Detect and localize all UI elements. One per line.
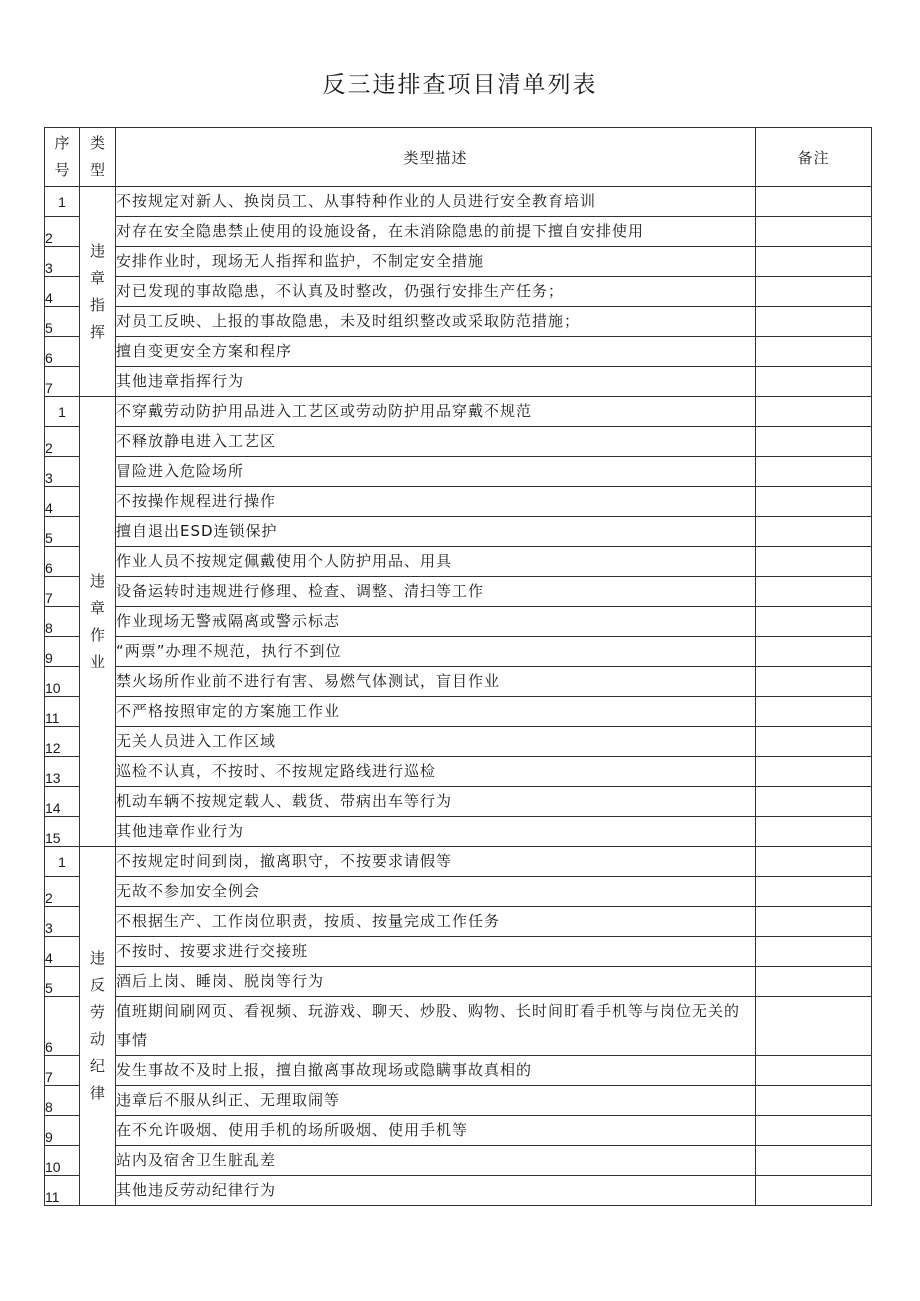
row-seq: 3 xyxy=(45,457,80,487)
row-description: 作业人员不按规定佩戴使用个人防护用品、用具 xyxy=(116,547,756,577)
category-char: 动 xyxy=(89,1030,105,1048)
table-row xyxy=(45,217,872,247)
row-description: 擅自变更安全方案和程序 xyxy=(116,337,756,367)
row-description: 不按时、按要求进行交接班 xyxy=(116,937,756,967)
row-seq: 4 xyxy=(45,277,80,307)
table-header-row xyxy=(45,128,872,187)
row-description: 其他违反劳动纪律行为 xyxy=(116,1176,756,1206)
table-row xyxy=(45,907,872,937)
row-note[interactable] xyxy=(756,397,872,427)
row-description: “两票”办理不规范，执行不到位 xyxy=(116,637,756,667)
row-seq: 10 xyxy=(45,667,80,697)
table-row xyxy=(45,757,872,787)
category-char: 劳 xyxy=(89,1003,105,1021)
header-type-line: 类 xyxy=(89,134,105,152)
row-seq: 13 xyxy=(45,757,80,787)
row-note[interactable] xyxy=(756,487,872,517)
table-row xyxy=(45,997,872,1056)
row-note[interactable] xyxy=(756,787,872,817)
row-note[interactable] xyxy=(756,367,872,397)
header-seq xyxy=(45,128,80,187)
category-char: 章 xyxy=(89,598,105,617)
row-note[interactable] xyxy=(756,697,872,727)
row-seq: 7 xyxy=(45,1056,80,1086)
table-row xyxy=(45,727,872,757)
row-note[interactable] xyxy=(756,757,872,787)
row-note[interactable] xyxy=(756,1146,872,1176)
row-description: 对存在安全隐患禁止使用的设施设备，在未消除隐患的前提下擅自安排使用 xyxy=(116,217,756,247)
row-note[interactable] xyxy=(756,427,872,457)
category-char: 纪 xyxy=(89,1057,105,1075)
row-seq: 14 xyxy=(45,787,80,817)
table-row xyxy=(45,487,872,517)
row-seq: 5 xyxy=(45,517,80,547)
row-seq: 11 xyxy=(45,1176,80,1206)
row-seq: 8 xyxy=(45,1086,80,1116)
row-seq: 9 xyxy=(45,1116,80,1146)
row-description: 违章后不服从纠正、无理取闹等 xyxy=(116,1086,756,1116)
table-row xyxy=(45,937,872,967)
row-seq: 4 xyxy=(45,487,80,517)
header-seq-line: 序 xyxy=(54,134,70,152)
table-row xyxy=(45,1056,872,1086)
row-note[interactable] xyxy=(756,937,872,967)
row-description: 站内及宿舍卫生脏乱差 xyxy=(116,1146,756,1176)
row-note[interactable] xyxy=(756,547,872,577)
row-seq: 6 xyxy=(45,547,80,577)
row-note[interactable] xyxy=(756,457,872,487)
row-note[interactable] xyxy=(756,577,872,607)
row-description: 其他违章指挥行为 xyxy=(116,367,756,397)
header-type-line: 型 xyxy=(89,161,105,179)
row-description: 不严格按照审定的方案施工作业 xyxy=(116,697,756,727)
row-seq: 2 xyxy=(45,877,80,907)
row-description: 对员工反映、上报的事故隐患，未及时组织整改或采取防范措施； xyxy=(116,307,756,337)
row-seq: 2 xyxy=(45,217,80,247)
table-row xyxy=(45,667,872,697)
table-row xyxy=(45,1086,872,1116)
row-description: 不根据生产、工作岗位职责，按质、按量完成工作任务 xyxy=(116,907,756,937)
table-row xyxy=(45,577,872,607)
row-description: 其他违章作业行为 xyxy=(116,817,756,847)
row-description: 不释放静电进入工艺区 xyxy=(116,427,756,457)
table-row xyxy=(45,1176,872,1206)
row-seq: 1 xyxy=(45,397,80,427)
row-description: 发生事故不及时上报，擅自撤离事故现场或隐瞒事故真相的 xyxy=(116,1056,756,1086)
table-row xyxy=(45,427,872,457)
row-seq: 11 xyxy=(45,697,80,727)
category-char: 违 xyxy=(89,241,105,260)
row-note[interactable] xyxy=(756,667,872,697)
row-description: 冒险进入危险场所 xyxy=(116,457,756,487)
row-description: 擅自退出ESD连锁保护 xyxy=(116,517,756,547)
category-char: 律 xyxy=(89,1084,105,1102)
table-row xyxy=(45,307,872,337)
category-char: 业 xyxy=(89,652,105,671)
category-cell xyxy=(80,187,116,397)
table-row xyxy=(45,877,872,907)
row-seq: 9 xyxy=(45,637,80,667)
row-description: 巡检不认真，不按时、不按规定路线进行巡检 xyxy=(116,757,756,787)
row-description: 对已发现的事故隐患，不认真及时整改，仍强行安排生产任务； xyxy=(116,277,756,307)
table-row xyxy=(45,967,872,997)
inspection-table xyxy=(44,127,872,1206)
row-description: 值班期间刷网页、看视频、玩游戏、聊天、炒股、购物、长时间盯看手机等与岗位无关的事情 xyxy=(116,997,756,1056)
table-row xyxy=(45,847,872,877)
page-title: 反三违排查项目清单列表 xyxy=(322,72,598,98)
row-note[interactable] xyxy=(756,1056,872,1086)
row-note[interactable] xyxy=(756,997,872,1056)
row-seq: 10 xyxy=(45,1146,80,1176)
table-row xyxy=(45,247,872,277)
table-row xyxy=(45,1116,872,1146)
row-seq: 8 xyxy=(45,607,80,637)
category-char: 指 xyxy=(89,295,105,314)
row-seq: 6 xyxy=(45,337,80,367)
category-char: 反 xyxy=(89,976,105,994)
table-row xyxy=(45,817,872,847)
row-note[interactable] xyxy=(756,1176,872,1206)
table-row xyxy=(45,607,872,637)
row-note[interactable] xyxy=(756,217,872,247)
row-seq: 7 xyxy=(45,367,80,397)
header-seq-line: 号 xyxy=(54,161,70,179)
row-note[interactable] xyxy=(756,187,872,217)
table-row xyxy=(45,337,872,367)
row-description: 不按规定对新人、换岗员工、从事特种作业的人员进行安全教育培训 xyxy=(116,187,756,217)
category-char: 章 xyxy=(89,268,105,287)
row-description: 无故不参加安全例会 xyxy=(116,877,756,907)
row-description: 机动车辆不按规定载人、载货、带病出车等行为 xyxy=(116,787,756,817)
row-description: 禁火场所作业前不进行有害、易燃气体测试，盲目作业 xyxy=(116,667,756,697)
table-row xyxy=(45,187,872,217)
row-description: 不按操作规程进行操作 xyxy=(116,487,756,517)
row-note[interactable] xyxy=(756,967,872,997)
row-seq: 6 xyxy=(45,997,80,1056)
row-description: 不穿戴劳动防护用品进入工艺区或劳动防护用品穿戴不规范 xyxy=(116,397,756,427)
row-seq: 1 xyxy=(45,847,80,877)
row-seq: 12 xyxy=(45,727,80,757)
table-body xyxy=(45,187,872,1206)
header-description: 类型描述 xyxy=(116,128,756,187)
row-note[interactable] xyxy=(756,337,872,367)
table-row xyxy=(45,697,872,727)
row-seq: 5 xyxy=(45,967,80,997)
category-char: 作 xyxy=(89,625,105,644)
header-type xyxy=(80,128,116,187)
row-description: 酒后上岗、睡岗、脱岗等行为 xyxy=(116,967,756,997)
row-note[interactable] xyxy=(756,307,872,337)
table-row xyxy=(45,457,872,487)
row-seq: 5 xyxy=(45,307,80,337)
table-row xyxy=(45,787,872,817)
row-description: 不按规定时间到岗，撤离职守，不按要求请假等 xyxy=(116,847,756,877)
row-note[interactable] xyxy=(756,907,872,937)
row-note[interactable] xyxy=(756,727,872,757)
row-note[interactable] xyxy=(756,1116,872,1146)
table-row xyxy=(45,517,872,547)
row-note[interactable] xyxy=(756,1086,872,1116)
category-char: 违 xyxy=(89,949,105,967)
row-seq: 3 xyxy=(45,907,80,937)
row-seq: 2 xyxy=(45,427,80,457)
row-note[interactable] xyxy=(756,637,872,667)
table-row xyxy=(45,397,872,427)
category-cell xyxy=(80,397,116,847)
row-note[interactable] xyxy=(756,607,872,637)
row-seq: 15 xyxy=(45,817,80,847)
category-char: 违 xyxy=(89,571,105,590)
row-note[interactable] xyxy=(756,877,872,907)
category-char: 挥 xyxy=(89,322,105,341)
row-note[interactable] xyxy=(756,817,872,847)
row-seq: 1 xyxy=(45,187,80,217)
row-description: 安排作业时，现场无人指挥和监护，不制定安全措施 xyxy=(116,247,756,277)
row-note[interactable] xyxy=(756,847,872,877)
row-note[interactable] xyxy=(756,247,872,277)
table-row xyxy=(45,1146,872,1176)
category-cell xyxy=(80,847,116,1206)
row-note[interactable] xyxy=(756,517,872,547)
row-seq: 7 xyxy=(45,577,80,607)
row-description: 作业现场无警戒隔离或警示标志 xyxy=(116,607,756,637)
row-description: 无关人员进入工作区域 xyxy=(116,727,756,757)
header-note: 备注 xyxy=(756,128,872,187)
row-seq: 4 xyxy=(45,937,80,967)
table-row xyxy=(45,547,872,577)
row-description: 在不允许吸烟、使用手机的场所吸烟、使用手机等 xyxy=(116,1116,756,1146)
row-note[interactable] xyxy=(756,277,872,307)
table-row xyxy=(45,277,872,307)
row-seq: 3 xyxy=(45,247,80,277)
table-row xyxy=(45,637,872,667)
table-row xyxy=(45,367,872,397)
row-description: 设备运转时违规进行修理、检查、调整、清扫等工作 xyxy=(116,577,756,607)
